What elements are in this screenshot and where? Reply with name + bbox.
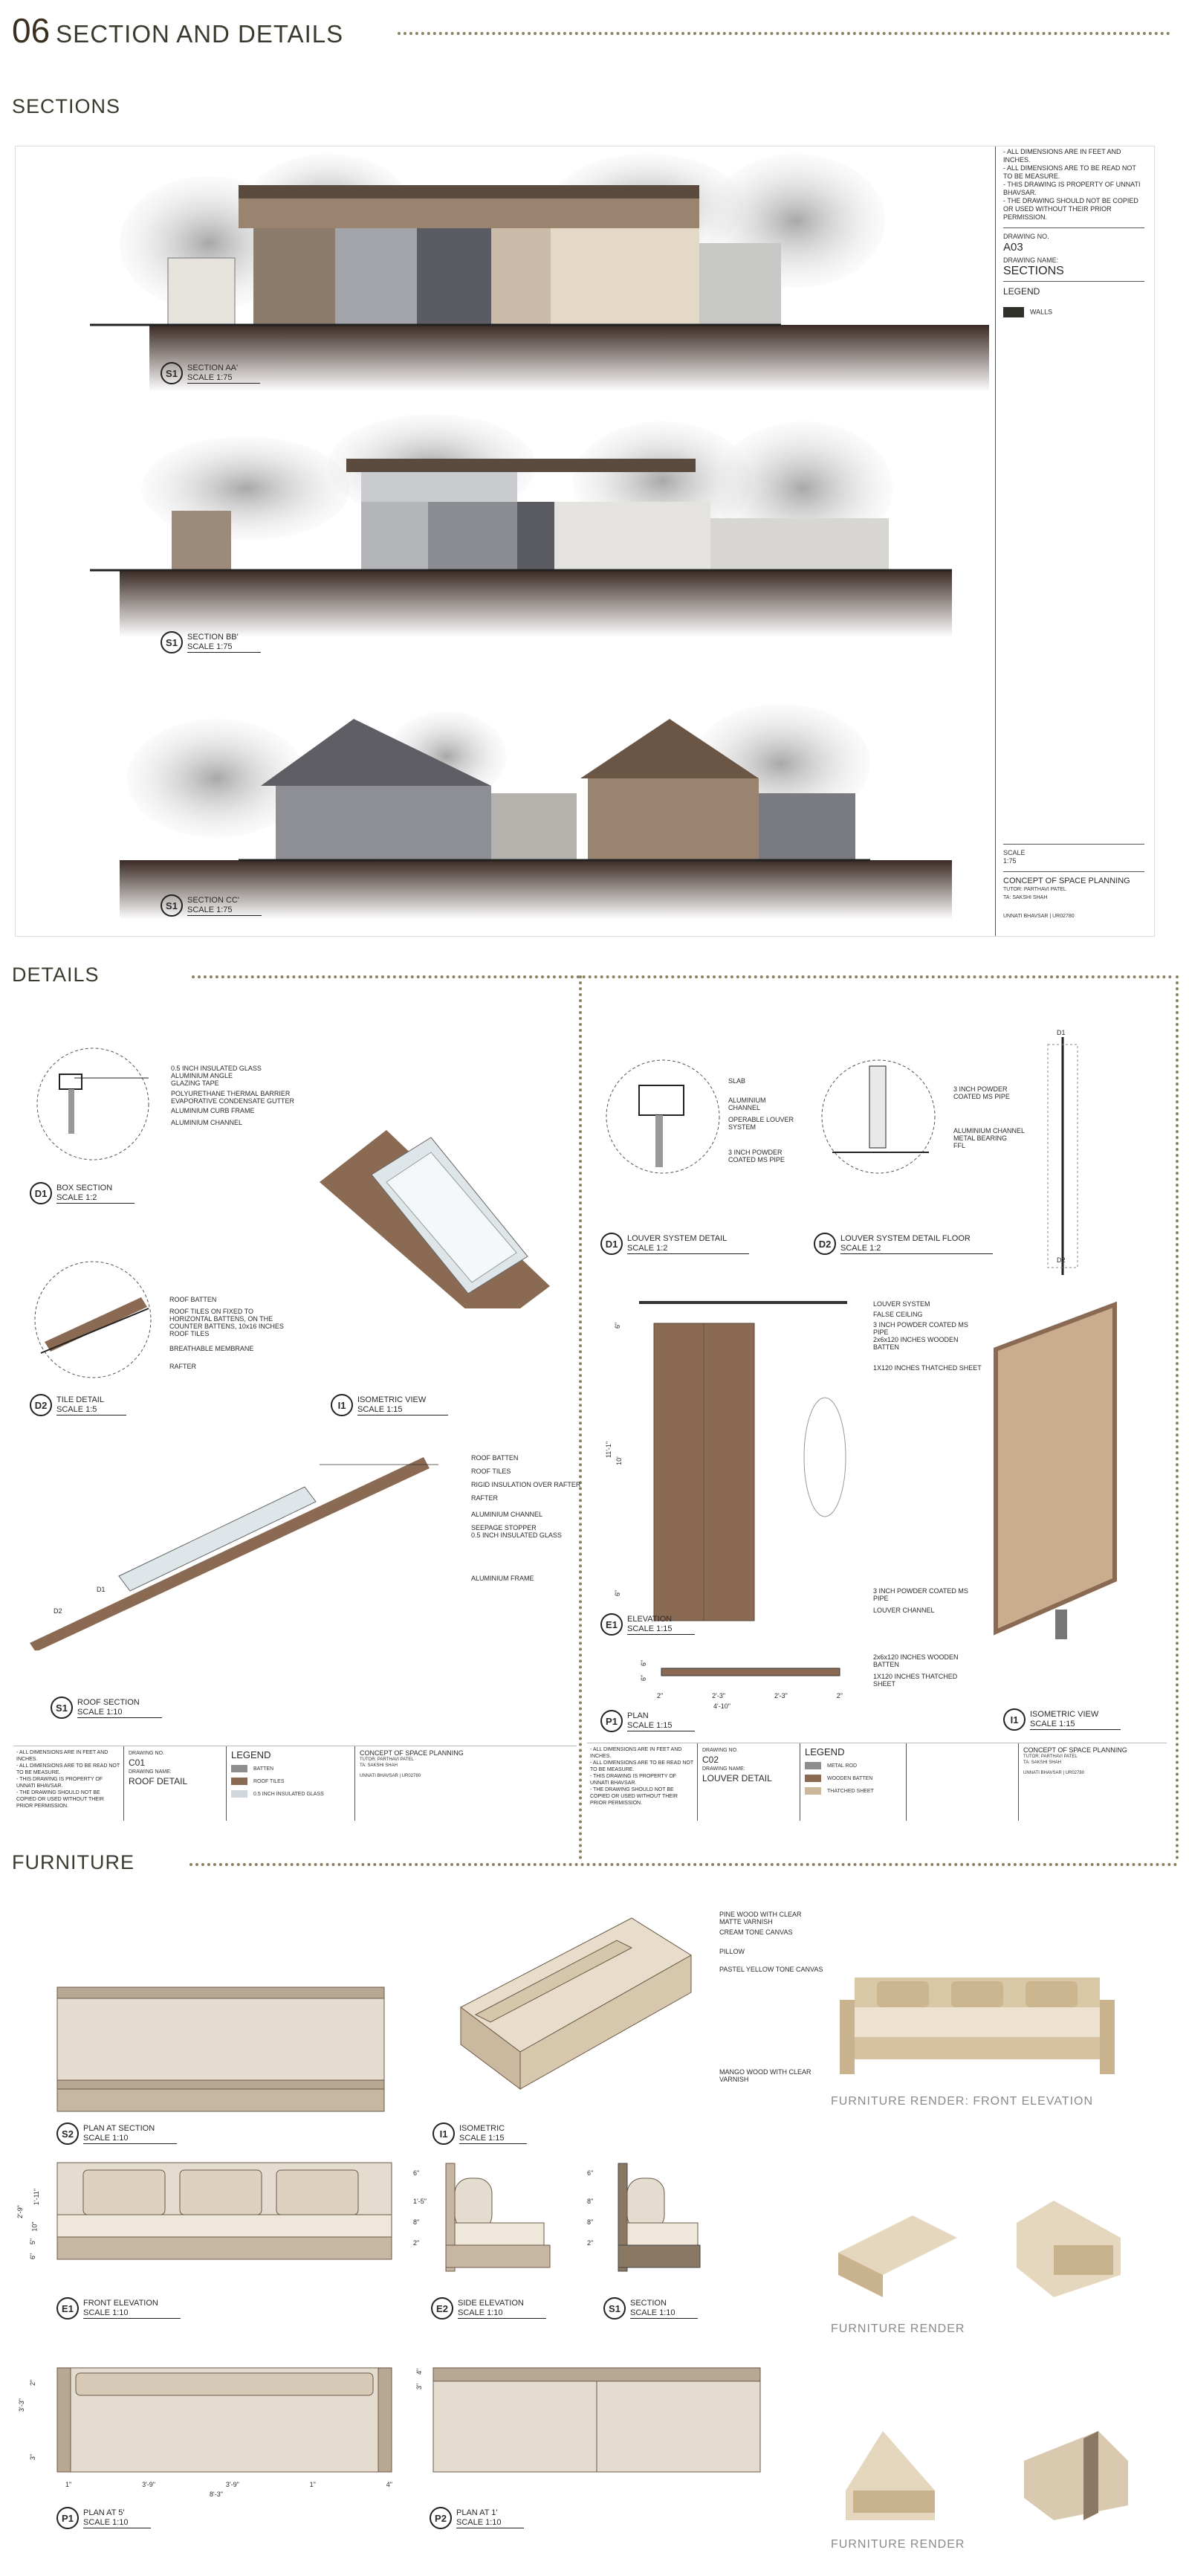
sofa-section-label: [603, 2297, 698, 2320]
elev-dim-10: 10': [615, 1456, 623, 1465]
legend-item: [1003, 307, 1144, 317]
side-elev-dim: 6": [413, 2169, 420, 2177]
front-elev-dim: 5": [29, 2238, 37, 2245]
furniture-divider: [189, 1863, 1178, 1866]
louver-ta: TA: SAKSHI SHAH: [1023, 1760, 1061, 1765]
plan-dim-left: 6": [640, 1659, 648, 1667]
roof-tiles-swatch: [231, 1778, 247, 1785]
section-cc-num: S1: [161, 894, 183, 917]
roof-mark-d2: D2: [54, 1607, 62, 1615]
plan-callouts: [873, 1653, 962, 1688]
callout: ALUMINIUM CHANNEL METAL BEARING: [953, 1127, 1025, 1142]
louver-floor-scale: SCALE 1:2: [840, 1243, 881, 1253]
legend-item-label: WALLS: [1030, 308, 1053, 316]
scale-value: 1:75: [1003, 857, 1017, 865]
furniture-heading: FURNITURE: [12, 1851, 135, 1873]
section-aa-drawing: [90, 154, 989, 392]
roof-mark-d1: D1: [97, 1586, 106, 1593]
details-heading: DETAILS: [12, 963, 100, 986]
callout: LOUVER CHANNEL: [873, 1607, 935, 1614]
plan-dims: [657, 1692, 843, 1699]
legend-item-label: WOODEN BATTEN: [827, 1776, 873, 1781]
section-cc-scale: SCALE 1:75: [187, 905, 233, 914]
project-name: CONCEPT OF SPACE PLANNING: [1003, 877, 1130, 885]
plan5-dim: 3'-9": [225, 2481, 239, 2488]
sofa-front-elevation-drawing: [54, 2159, 395, 2278]
callout: PINE WOOD WITH CLEAR MATTE VARNISH: [719, 1911, 802, 1925]
sections-heading: SECTIONS: [12, 95, 121, 117]
plan5-total: 8'-3": [210, 2491, 223, 2498]
louver-iso-num: I1: [1003, 1708, 1026, 1731]
louver-elevation-drawing: [617, 1301, 855, 1636]
skylight-iso-scale: SCALE 1:15: [357, 1404, 403, 1414]
callout: 1X120 INCHES THATCHED SHEET: [873, 1673, 958, 1688]
side-mark-d1: D1: [1057, 1029, 1066, 1036]
callout: ALUMINIUM FRAME: [471, 1575, 534, 1582]
plan-num: P1: [600, 1710, 623, 1732]
section-aa-scale: SCALE 1:75: [187, 372, 233, 382]
callout: 0.5 INCH INSULATED GLASS: [471, 1531, 562, 1539]
plan1-label: [430, 2507, 524, 2529]
elev-dim-height: 11'-1": [605, 1441, 613, 1459]
sofa-plan-1-drawing: [430, 2364, 771, 2476]
callout: 3 INCH POWDER COATED MS PIPE: [953, 1085, 1010, 1100]
callout: RAFTER: [471, 1494, 498, 1502]
plan5-num: P1: [56, 2507, 79, 2529]
drawing-no-label: DRAWING NO.: [1003, 233, 1049, 240]
louver-iso-label: [1003, 1708, 1121, 1731]
louver-plan-drawing: [654, 1659, 847, 1689]
tile-detail-callouts: [169, 1296, 296, 1370]
callout: RAFTER: [169, 1363, 196, 1370]
section-dim: 2": [587, 2239, 594, 2247]
tile-detail-label: [30, 1394, 126, 1416]
drawing-no: A03: [1003, 241, 1023, 254]
details-divider: [192, 975, 1173, 978]
box-section-num: D1: [30, 1182, 52, 1204]
louver-floor-callouts: [953, 1085, 1035, 1149]
sofa-isometric-drawing: [446, 1903, 713, 2126]
plan5-dim: 4": [386, 2481, 392, 2488]
callout: 3 INCH POWDER COATED MS PIPE: [728, 1149, 785, 1163]
sofa-section-title: SECTION: [630, 2298, 667, 2308]
side-elev-label: [431, 2297, 546, 2320]
sections-drawing: [16, 146, 989, 936]
render-front-caption: FURNITURE RENDER: FRONT ELEVATION: [831, 2095, 1094, 2108]
section-bb-num: S1: [161, 631, 183, 653]
page-header: [12, 10, 343, 51]
roof-sheet-notes: - ALL DIMENSIONS ARE IN FEET AND INCHES. - ALL DIMENSIONS ARE TO BE READ NOT TO BE MEASURE. - THIS DRAWING IS PROPERTY OF UNNATI BHAVSAR. - THE DRAWING SHOULD NOT BE COPIED OR USED WITHOUT THEIR PRIOR PERMISSION.: [16, 1750, 120, 1809]
legend-item-label: BATTEN: [253, 1766, 274, 1772]
section-aa-title: SECTION AA': [187, 363, 239, 372]
elevation-num: E1: [600, 1613, 623, 1636]
callout: ROOF BATTEN: [169, 1296, 217, 1303]
legend-item: [805, 1787, 901, 1795]
louver-side-drawing: [1033, 1030, 1092, 1282]
callout: 0.5 INCH INSULATED GLASS: [171, 1065, 262, 1072]
legend-item-label: METAL ROD: [827, 1763, 858, 1769]
legend-item: [805, 1762, 901, 1770]
box-section-callouts: [171, 1065, 294, 1126]
front-elev-dim: 1'-11": [33, 2188, 41, 2206]
ta: TA: SAKSHI SHAH: [1003, 895, 1048, 900]
roof-section-drawing: [22, 1442, 438, 1650]
plan5-depth3: 3": [29, 2453, 37, 2461]
batten-swatch: [231, 1765, 247, 1772]
sofa-plan-5-drawing: [54, 2364, 395, 2476]
plan5-title: PLAN AT 5': [83, 2508, 125, 2517]
drawing-name: SECTIONS: [1003, 265, 1064, 277]
front-elev-dim: 2'-9": [16, 2205, 24, 2218]
callout: FALSE CEILING: [873, 1311, 923, 1318]
roof-drawing-name-label: DRAWING NAME:: [129, 1769, 172, 1775]
section-dim: 8": [587, 2198, 594, 2205]
sofa-iso-label: [432, 2123, 527, 2145]
section-bb-label: [161, 631, 261, 653]
louver-detail-drawing: [602, 1056, 728, 1182]
louver-detail-title: LOUVER SYSTEM DETAIL: [627, 1233, 728, 1243]
legend-item-label: THATCHED SHEET: [827, 1789, 874, 1794]
elev-dim-bottom: 6": [614, 1589, 622, 1597]
section-dim: 8": [587, 2218, 594, 2226]
right-edge-dots: [1176, 975, 1179, 1860]
box-section-label: [30, 1182, 135, 1204]
callout: ALUMINIUM ANGLE GLAZING TAPE: [171, 1072, 233, 1087]
plan1-title: PLAN AT 1': [456, 2508, 498, 2517]
plan1-dim: 3": [415, 2383, 424, 2390]
front-elev-num: E1: [56, 2297, 79, 2320]
louver-floor-label: [814, 1233, 993, 1255]
louver-detail-label: [600, 1233, 749, 1255]
plan-section-label: [56, 2123, 177, 2145]
plan-dim: 2'-3": [774, 1692, 788, 1699]
side-elev-num: E2: [431, 2297, 453, 2320]
iso-callouts: [719, 1911, 823, 2083]
louver-sheet-notes: - ALL DIMENSIONS ARE IN FEET AND INCHES. - ALL DIMENSIONS ARE TO BE READ NOT TO BE MEASURE. - THIS DRAWING IS PROPERTY OF UNNATI BHAVSAR. - THE DRAWING SHOULD NOT BE COPIED OR USED WITHOUT THEIR PRIOR PERMISSION.: [590, 1747, 694, 1806]
callout: ROOF TILES: [471, 1468, 511, 1475]
callout: BREATHABLE MEMBRANE: [169, 1345, 254, 1352]
plan-dim: 2": [836, 1692, 843, 1699]
callout: 3 INCH POWDER COATED MS PIPE: [873, 1587, 968, 1602]
sofa-iso-num: I1: [432, 2123, 455, 2145]
roof-drawing-no-label: DRAWING NO.: [129, 1751, 164, 1756]
elevation-title: ELEVATION: [627, 1614, 673, 1624]
plan-section-scale: SCALE 1:10: [83, 2133, 129, 2143]
plan5-label: [56, 2507, 151, 2529]
plan-section-num: S2: [56, 2123, 79, 2145]
render-2-image: [831, 2193, 1143, 2305]
louver-iso-title: ISOMETRIC VIEW: [1030, 1709, 1099, 1719]
roof-section-title: ROOF SECTION: [77, 1697, 140, 1707]
plan-dim: 2": [657, 1692, 664, 1699]
roof-detail-sheet: [13, 1746, 577, 1821]
skylight-iso-label: [331, 1394, 448, 1416]
roof-legend-label: LEGEND: [231, 1749, 271, 1760]
callout: PASTEL YELLOW TONE CANVAS: [719, 1966, 823, 1973]
plan1-dim: 4": [415, 2368, 424, 2375]
callout: CREAM TONE CANVAS: [719, 1928, 793, 1936]
legend-item: [805, 1775, 901, 1783]
plan-section-title: PLAN AT SECTION: [83, 2123, 155, 2133]
elevation-scale: SCALE 1:15: [627, 1624, 673, 1633]
side-elev-dim: 8": [413, 2218, 420, 2226]
section-cc-title: SECTION CC': [187, 895, 239, 905]
plan5-dim: 3'-9": [142, 2481, 155, 2488]
callout: OPERABLE LOUVER SYSTEM: [728, 1116, 794, 1131]
skylight-iso-num: I1: [331, 1394, 353, 1416]
front-elev-label: [56, 2297, 181, 2320]
side-elev-title: SIDE ELEVATION: [458, 2298, 524, 2308]
side-mark-d2: D2: [1057, 1256, 1066, 1264]
plan1-num: P2: [430, 2507, 452, 2529]
render-3-caption: FURNITURE RENDER: [831, 2538, 965, 2551]
legend-label: LEGEND: [1003, 286, 1040, 297]
tile-detail-title: TILE DETAIL: [56, 1395, 104, 1404]
callout: 2x6x120 INCHES WOODEN BATTEN: [873, 1336, 959, 1351]
tile-detail-drawing: [30, 1256, 178, 1383]
section-bb-title: SECTION BB': [187, 632, 239, 642]
roof-ta: TA: SAKSHI SHAH: [360, 1763, 398, 1768]
louver-detail-scale: SCALE 1:2: [627, 1243, 668, 1253]
side-elev-dim: 2": [413, 2239, 420, 2247]
scale-label: SCALE: [1003, 849, 1026, 856]
callout: ALUMINIUM CHANNEL: [471, 1511, 543, 1518]
elev-dim-top: 6": [614, 1322, 622, 1329]
louver-floor-title: LOUVER SYSTEM DETAIL FLOOR: [840, 1233, 971, 1243]
callout: 2x6x120 INCHES WOODEN BATTEN: [873, 1653, 959, 1668]
louver-drawing-no-label: DRAWING NO.: [702, 1748, 738, 1753]
render-3-image: [831, 2401, 1143, 2528]
elevation-callouts: [873, 1300, 985, 1614]
plan5-dim: 1": [309, 2481, 316, 2488]
louver-student: UNNATI BHAVSAR | UR02780: [1023, 1771, 1085, 1775]
legend-item-label: ROOF TILES: [253, 1779, 285, 1784]
roof-section-num: S1: [51, 1697, 73, 1719]
plan5-depth: 3'-3": [17, 2398, 25, 2412]
front-elev-scale: SCALE 1:10: [83, 2308, 129, 2317]
callout: SLAB: [728, 1077, 746, 1085]
louver-iso-scale: SCALE 1:15: [1030, 1719, 1075, 1728]
plan-label: [600, 1710, 695, 1732]
louver-floor-num: D2: [814, 1233, 836, 1255]
header-divider: [398, 32, 1170, 35]
plan5-depth2: 2": [29, 2379, 37, 2386]
legend-item: [231, 1765, 350, 1773]
sofa-side-elevation-drawing: [431, 2156, 557, 2282]
drawing-name-label: DRAWING NAME:: [1003, 256, 1059, 264]
thatched-sheet-swatch: [805, 1787, 821, 1795]
section-dims: [587, 2163, 602, 2247]
section-cc-drawing: [120, 704, 952, 920]
plan-dim: 2'-3": [712, 1692, 726, 1699]
roof-tutor: TUTOR: PARTHAVI PATEL: [360, 1757, 414, 1762]
louver-iso-drawing: [981, 1297, 1130, 1654]
tile-detail-scale: SCALE 1:5: [56, 1404, 97, 1414]
sofa-section-drawing: [603, 2156, 707, 2282]
callout: ALUMINIUM CHANNEL: [728, 1097, 766, 1111]
roof-drawing-name: ROOF DETAIL: [129, 1776, 188, 1786]
sofa-section-num: S1: [603, 2297, 626, 2320]
front-elev-title: FRONT ELEVATION: [83, 2298, 158, 2308]
plan5-dim: 1": [65, 2481, 72, 2488]
callout: FFL: [953, 1142, 966, 1149]
louver-project: CONCEPT OF SPACE PLANNING: [1023, 1746, 1127, 1754]
elevation-label: [600, 1613, 695, 1636]
callout: ROOF BATTEN: [471, 1454, 519, 1462]
roof-section-scale: SCALE 1:10: [77, 1707, 123, 1717]
louver-detail-callouts: [728, 1077, 799, 1163]
plan5-dims: [65, 2481, 392, 2488]
louver-detail-num: D1: [600, 1233, 623, 1255]
sofa-section-scale: SCALE 1:10: [630, 2308, 676, 2317]
plan-dim-left2: 6": [640, 1674, 648, 1682]
side-elev-scale: SCALE 1:10: [458, 2308, 503, 2317]
roof-section-callouts: [471, 1454, 580, 1582]
legend-item: [231, 1790, 350, 1798]
wooden-batten-swatch: [805, 1775, 821, 1782]
louver-floor-drawing: [817, 1056, 944, 1182]
sofa-iso-title: ISOMETRIC: [459, 2123, 505, 2133]
louver-tutor: TUTOR: PARTHAVI PATEL: [1023, 1755, 1078, 1759]
plan-scale: SCALE 1:15: [627, 1720, 673, 1730]
student: UNNATI BHAVSAR | UR02780: [1003, 914, 1075, 919]
render-2-caption: FURNITURE RENDER: [831, 2322, 965, 2335]
callout: MANGO WOOD WITH CLEAR VARNISH: [719, 2068, 811, 2083]
legend-item: [231, 1778, 350, 1786]
tutor: TUTOR: PARTHAVI PATEL: [1003, 887, 1066, 892]
box-section-drawing: [30, 1045, 178, 1163]
louver-drawing-name: LOUVER DETAIL: [702, 1773, 772, 1783]
page-number: 06: [12, 11, 51, 50]
sections-notes: - ALL DIMENSIONS ARE IN FEET AND INCHES. - ALL DIMENSIONS ARE TO BE READ NOT TO BE MEASURE. - THIS DRAWING IS PROPERTY OF UNNATI BHAVSAR. - THE DRAWING SHOULD NOT BE COPIED OR USED WITHOUT THEIR PRIOR PERMISSION.: [1003, 148, 1141, 221]
section-bb-scale: SCALE 1:75: [187, 642, 233, 651]
sofa-plan-section-drawing: [54, 1983, 388, 2117]
section-bb-drawing: [90, 414, 952, 637]
section-aa-num: S1: [161, 362, 183, 384]
glass-swatch: [231, 1790, 247, 1798]
section-cc-label: [161, 894, 262, 917]
callout: 1X120 INCHES THATCHED SHEET: [873, 1364, 982, 1372]
tile-detail-num: D2: [30, 1394, 52, 1416]
plan-title: PLAN: [627, 1711, 649, 1720]
side-elev-dims: [413, 2163, 428, 2247]
callout: PILLOW: [719, 1948, 745, 1955]
sections-panel: [15, 146, 1155, 937]
front-elev-dim: 10": [30, 2221, 39, 2232]
plan-dim-total: 4'-10": [713, 1702, 730, 1710]
roof-student: UNNATI BHAVSAR | UR02780: [360, 1774, 421, 1778]
callout: SEEPAGE STOPPER: [471, 1524, 537, 1531]
callout: POLYURETHANE THERMAL BARRIER: [171, 1090, 291, 1097]
callout: ALUMINIUM CHANNEL: [171, 1119, 243, 1126]
box-section-scale: SCALE 1:2: [56, 1192, 97, 1202]
louver-legend-label: LEGEND: [805, 1746, 845, 1757]
callout: 3 INCH POWDER COATED MS PIPE: [873, 1321, 968, 1336]
skylight-iso-title: ISOMETRIC VIEW: [357, 1395, 427, 1404]
louver-drawing-name-label: DRAWING NAME:: [702, 1766, 745, 1772]
box-section-title: BOX SECTION: [56, 1183, 113, 1192]
side-elev-dim: 1'-5": [413, 2198, 427, 2205]
louver-drawing-no: C02: [702, 1755, 719, 1765]
legend-item-label: 0.5 INCH INSULATED GLASS: [253, 1792, 324, 1797]
sections-sheet-info: [995, 146, 1144, 936]
callout: RIGID INSULATION OVER RAFTER: [471, 1481, 581, 1488]
plan1-scale: SCALE 1:10: [456, 2517, 502, 2527]
plan5-scale: SCALE 1:10: [83, 2517, 129, 2527]
details-split: [579, 975, 582, 1860]
front-elev-dim: 6": [29, 2253, 37, 2260]
callout: EVAPORATIVE CONDENSATE GUTTER: [171, 1097, 295, 1105]
sofa-iso-scale: SCALE 1:15: [459, 2133, 505, 2143]
callout: ALUMINIUM CURB FRAME: [171, 1107, 255, 1114]
page-title: SECTION AND DETAILS: [56, 20, 344, 48]
roof-section-label: [51, 1697, 162, 1719]
callout: LOUVER SYSTEM: [873, 1300, 930, 1308]
render-front-image: [832, 1970, 1130, 2082]
section-aa-label: [161, 362, 260, 384]
roof-drawing-no: C01: [129, 1757, 146, 1768]
section-dim: 6": [587, 2169, 594, 2177]
louver-detail-sheet: [587, 1743, 1167, 1821]
roof-project: CONCEPT OF SPACE PLANNING: [360, 1749, 464, 1757]
callout: ROOF TILES ON FIXED TO HORIZONTAL BATTENS, ON THE COUNTER BATTENS, 10x16 INCHES ROOF TILES: [169, 1308, 284, 1337]
walls-swatch: [1003, 307, 1024, 317]
isometric-skylight-drawing: [305, 1115, 557, 1308]
metal-rod-swatch: [805, 1762, 821, 1769]
